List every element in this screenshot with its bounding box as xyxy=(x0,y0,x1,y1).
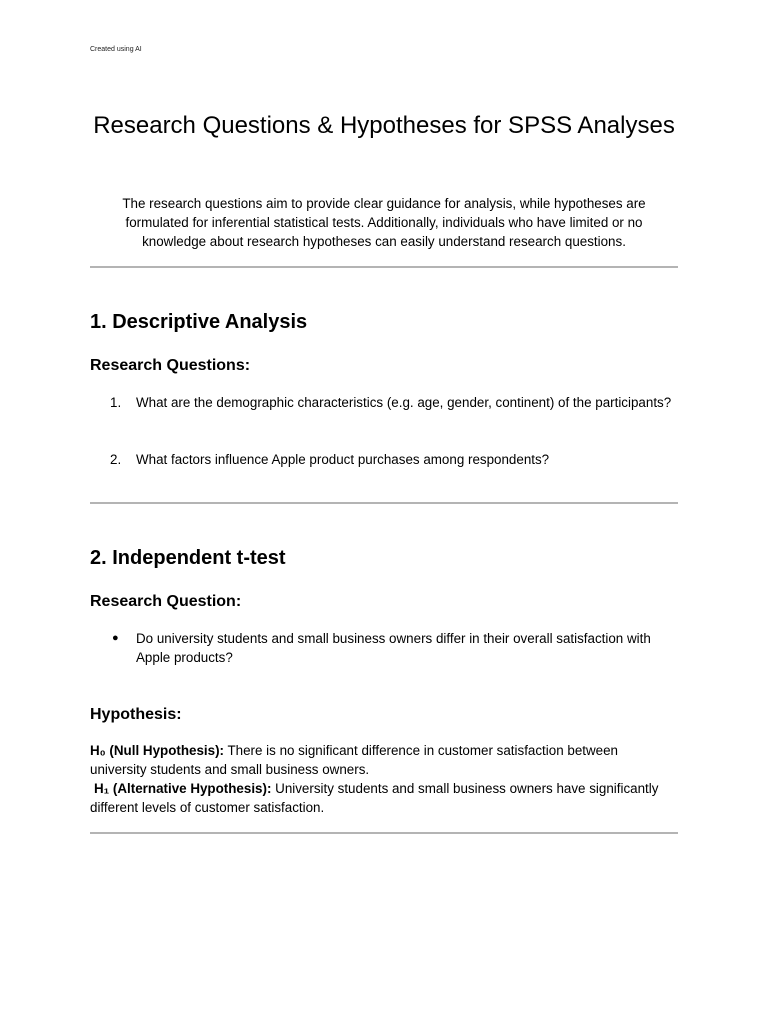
hypothesis-heading: Hypothesis: xyxy=(90,706,182,723)
list-item xyxy=(110,393,678,412)
null-hypothesis xyxy=(90,741,678,779)
intro-paragraph: The research questions aim to provide clear guidance for analysis, while hypotheses are formulated for inferential statistical tests. Additionally, individuals who have limited or no knowledge about research hypotheses can easily understand research questions. xyxy=(122,196,646,249)
list-number: 1. xyxy=(110,395,122,410)
research-question-text: What factors influence Apple product purchases among respondents? xyxy=(136,452,550,467)
research-question-text: Do university students and small business owners differ in their overall satisfaction with Apple products? xyxy=(136,631,651,665)
research-question-heading: Research Question: xyxy=(90,593,242,610)
list-item xyxy=(110,450,678,469)
list-item xyxy=(110,629,678,667)
bullet-icon: ● xyxy=(112,632,119,644)
research-question-text: What are the demographic characteristics (e.g. age, gender, continent) of the participants? xyxy=(136,395,672,410)
document-title: Research Questions & Hypotheses for SPSS Analyses xyxy=(93,112,675,139)
section-heading-descriptive-analysis: 1. Descriptive Analysis xyxy=(90,311,308,333)
alternative-hypothesis xyxy=(90,779,678,817)
null-hypothesis-text: There is no significant difference in customer satisfaction between university students and small business owners. xyxy=(90,743,618,777)
alternative-hypothesis-label: H₁ (Alternative Hypothesis): xyxy=(94,781,272,796)
section-divider xyxy=(90,266,678,268)
research-questions-heading: Research Questions: xyxy=(90,357,251,374)
section-heading-independent-t-test: 2. Independent t-test xyxy=(90,547,286,569)
list-number: 2. xyxy=(110,452,122,467)
section-divider xyxy=(90,502,678,504)
null-hypothesis-label: H₀ (Null Hypothesis): xyxy=(90,743,224,758)
alternative-hypothesis-text: University students and small business owners have significantly different levels of customer satisfaction. xyxy=(90,781,659,815)
section-divider xyxy=(90,832,678,834)
created-using-ai-note: Created using AI xyxy=(90,46,142,53)
